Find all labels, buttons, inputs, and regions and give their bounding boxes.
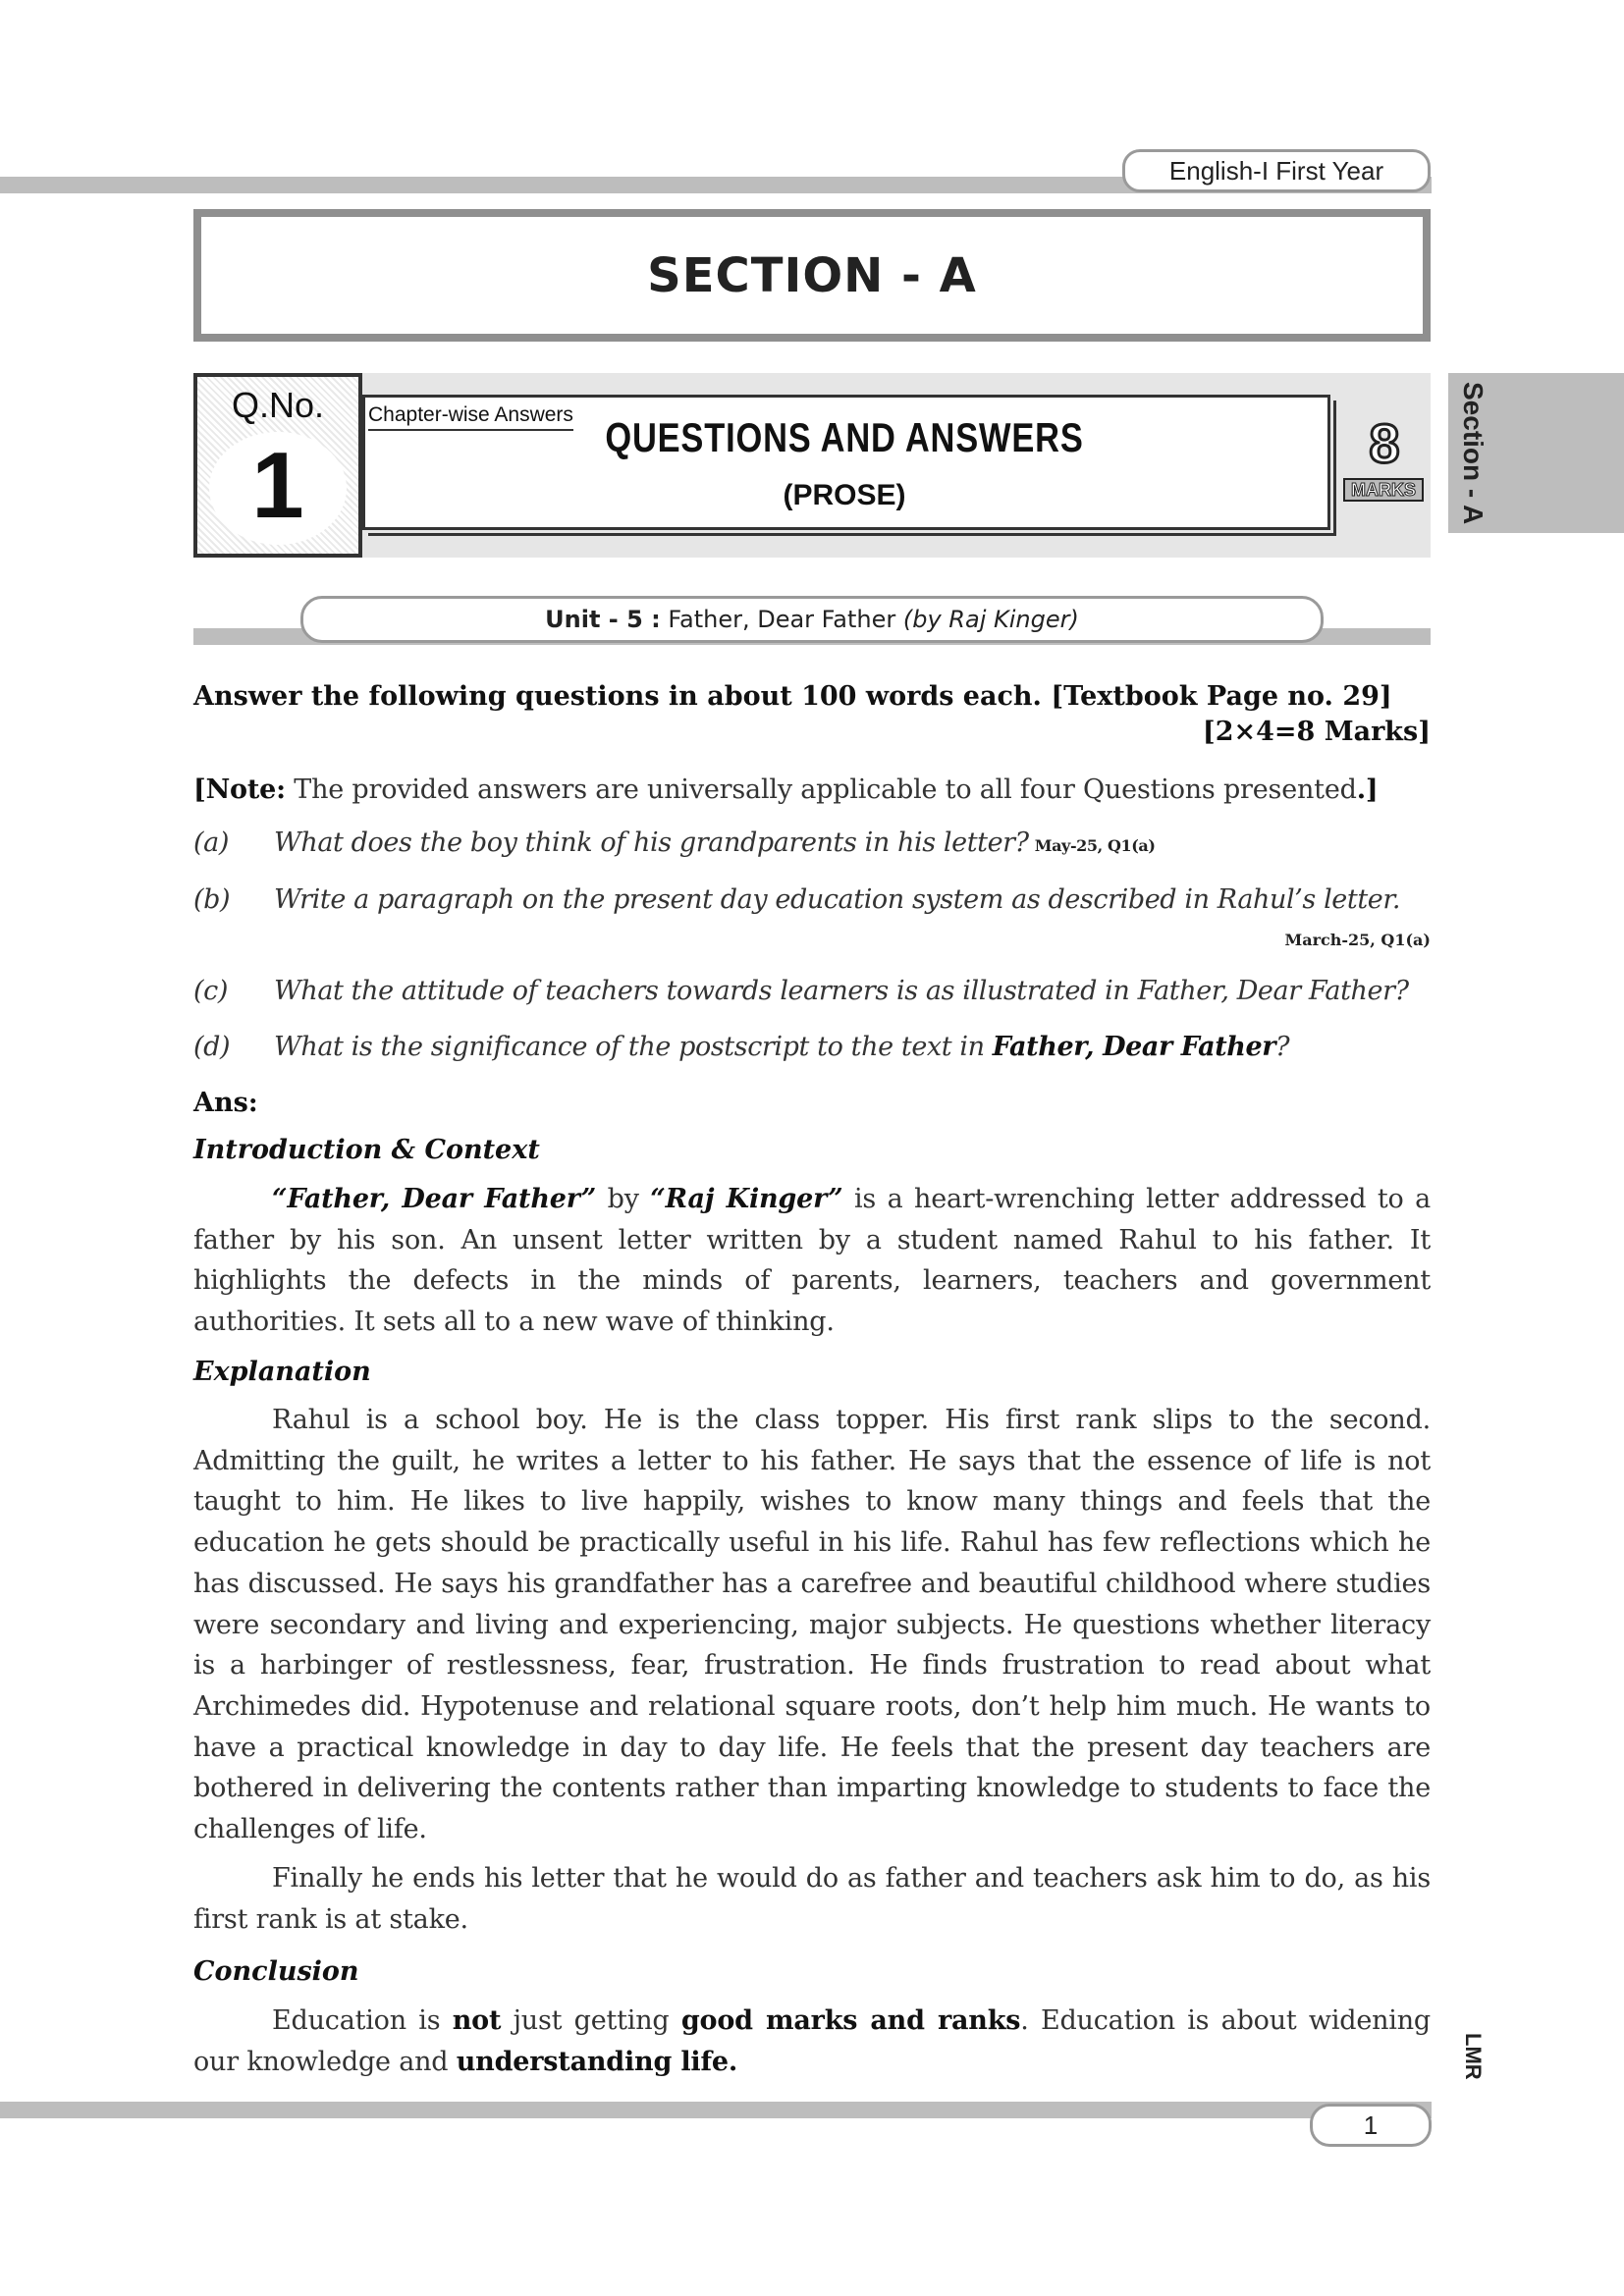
question-item bbox=[193, 1032, 1431, 1071]
unit-heading bbox=[300, 596, 1324, 643]
intro-paragraph bbox=[193, 1179, 1431, 1343]
explanation-paragraph: Rahul is a school boy. He is the class topper. His first rank slips to the second. Admitting the guilt, he writes a letter to his father. He says that the essence of life is not taught to him. He likes to live happily, wishes to know many things and feels that the education he gets should be practically useful in his life. Rahul has few reflections which he has discussed. He says his grandfather has a carefree and beautiful childhood where studies were secondary and living and experiencing, major subjects. He questions whether literacy is a harbinger of restlessness, fear, frustration. He finds frustration to read about what Archimedes did. Hypotenuse and relational square roots, don’t help him much. He wants to have a practical knowledge in day to day life. He feels that the present day teachers are bothered in delivering the contents rather than imparting knowledge to students to face the challenges of life. bbox=[193, 1405, 1431, 1845]
question-text bbox=[274, 1032, 1289, 1062]
instructions: Answer the following questions in about 100 words each. [Textbook Page no. 29] bbox=[193, 681, 1392, 712]
question-text-content: What does the boy think of his grandparents in his letter? bbox=[274, 828, 1029, 858]
footer-band bbox=[0, 2102, 1432, 2118]
section-title: SECTION - A bbox=[647, 247, 977, 303]
questions-subtitle: (PROSE) bbox=[783, 479, 906, 511]
chapter-wise-label: Chapter-wise Answers bbox=[368, 403, 573, 431]
intro-text: is a heart-wrenching letter addressed to a father by his son. An unsent letter written by a student named Rahul to his father. It highlights the defects in the minds of parents, learners, teachers and government authorities. It sets all to a new wave of thinking. bbox=[193, 1184, 1431, 1338]
questions-title: QUESTIONS AND ANSWERS bbox=[605, 414, 1084, 460]
side-tab-label: Section - A bbox=[1458, 381, 1489, 525]
question-letter: (d) bbox=[193, 1032, 231, 1062]
intro-author: “Raj Kinger” bbox=[650, 1184, 843, 1214]
conclusion-bold: understanding life. bbox=[456, 2046, 738, 2077]
note-end: .] bbox=[1356, 774, 1379, 805]
question-text-pre: What is the significance of the postscript to the text in bbox=[274, 1032, 993, 1062]
answer-label: Ans: bbox=[193, 1088, 258, 1118]
marks-number: 8 bbox=[1369, 412, 1400, 474]
conclusion-text: just getting bbox=[501, 2005, 681, 2036]
question-letter: (c) bbox=[193, 976, 228, 1006]
intro-by: by bbox=[596, 1184, 651, 1214]
page-number: 1 bbox=[1310, 2104, 1432, 2147]
note bbox=[193, 774, 1431, 805]
question-letter: (a) bbox=[193, 828, 229, 858]
explanation-heading: Explanation bbox=[193, 1357, 371, 1387]
question-text-post: ? bbox=[1275, 1032, 1290, 1062]
intro-title: “Father, Dear Father” bbox=[272, 1184, 597, 1214]
instructions-marks: [2×4=8 Marks] bbox=[1202, 717, 1431, 747]
section-title-box bbox=[193, 209, 1431, 342]
book-title-tab: English-I First Year bbox=[1122, 149, 1431, 192]
question-text-bold: Father, Dear Father bbox=[992, 1032, 1276, 1062]
marks-label: MARKS bbox=[1343, 478, 1424, 502]
question-item bbox=[193, 828, 1431, 867]
question-letter: (b) bbox=[193, 884, 231, 915]
question-item bbox=[193, 976, 1431, 1015]
question-item bbox=[193, 884, 1431, 924]
question-text: Write a paragraph on the present day education system as described in Rahul’s letter. bbox=[274, 884, 1401, 915]
conclusion-text: . Education is about widening our knowledge and bbox=[193, 2005, 1432, 2077]
question-number: 1 bbox=[251, 433, 304, 538]
conclusion-paragraph bbox=[193, 2001, 1431, 2082]
question-ref: May-25, Q1(a) bbox=[1034, 836, 1156, 855]
question-text bbox=[274, 828, 1156, 858]
conclusion-bold: good marks and ranks bbox=[680, 2005, 1021, 2036]
conclusion-bold: not bbox=[452, 2005, 502, 2036]
unit-prefix: Unit - 5 : bbox=[545, 606, 661, 633]
note-label: [Note: bbox=[193, 774, 286, 805]
question-number-label: Q.No. bbox=[231, 385, 325, 425]
intro-heading: Introduction & Context bbox=[193, 1135, 540, 1165]
unit-title: Father, Dear Father bbox=[668, 606, 896, 633]
note-text: The provided answers are universally applicable to all four Questions presented bbox=[285, 774, 1357, 805]
question-text: What the attitude of teachers towards learners is as illustrated in Father, Dear Father? bbox=[274, 976, 1409, 1006]
question-ref: March-25, Q1(a) bbox=[1284, 931, 1431, 949]
side-code: LMR bbox=[1461, 2033, 1486, 2080]
conclusion-heading: Conclusion bbox=[193, 1956, 359, 1987]
conclusion-text: Education is bbox=[272, 2005, 453, 2036]
unit-author: (by Raj Kinger) bbox=[902, 606, 1079, 633]
explanation-paragraph-2: Finally he ends his letter that he would do as father and teachers ask him to do, as his first rank is at stake. bbox=[193, 1863, 1431, 1935]
